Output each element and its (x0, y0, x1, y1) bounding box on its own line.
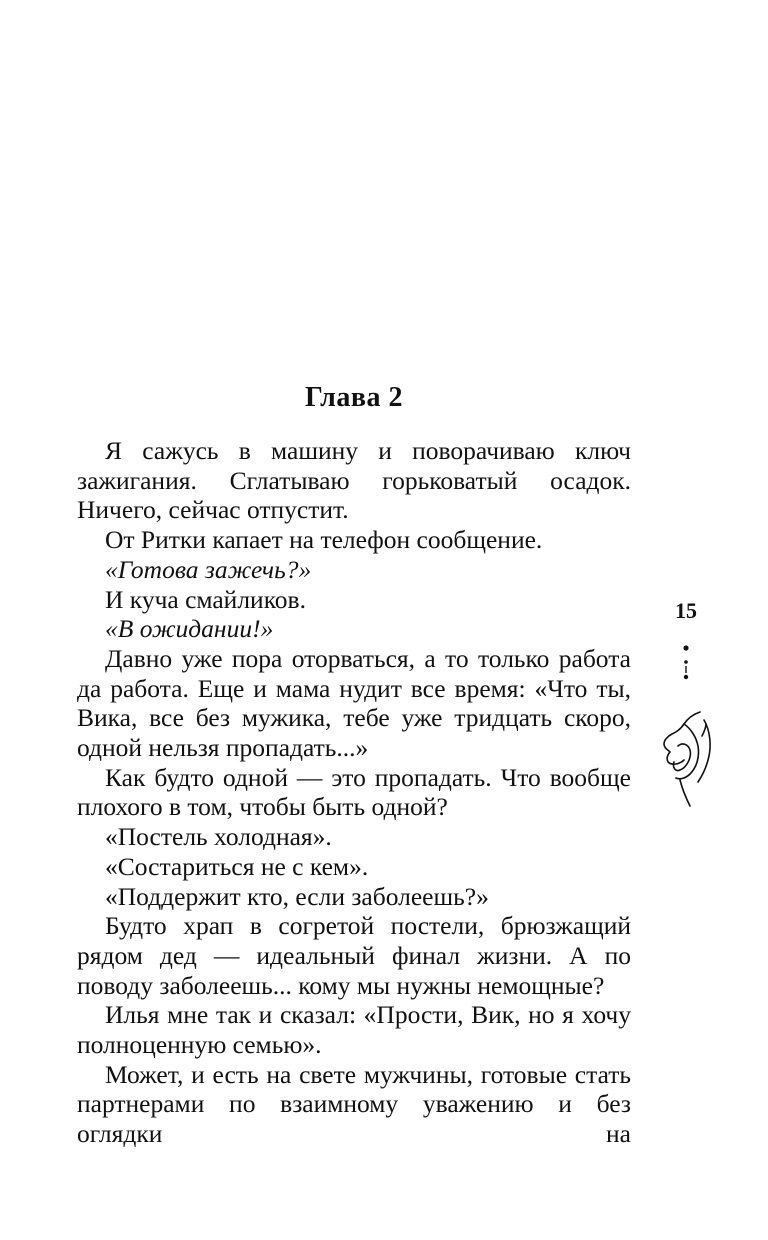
paragraph: Может, и есть на свете мужчины, готовые стать партнерами по взаимному уважению и без оглядки на (77, 1059, 631, 1149)
paragraph-message: «В ожидании!» (105, 614, 274, 644)
paragraph: Илья мне так и сказал: «Прости, Вик, но я хочу полноценную семью». (77, 1000, 631, 1060)
face-profile-logo-icon (650, 706, 714, 810)
chapter-title: Глава 2 (305, 382, 403, 413)
paragraph: «Поддержит кто, если заболеешь?» (105, 881, 489, 911)
paragraph: Будто храп в согретой постели, брюзжащий рядом дед — идеальный финал жизни. А по поводу заболеешь... кому мы нужны немощные? (77, 911, 631, 1000)
body-text (77, 436, 631, 1149)
vertical-dots-ornament-icon (676, 644, 696, 684)
paragraph: Я сажусь в машину и поворачиваю ключ зажигания. Сглатываю горьковатый осадок. Ничего, сейчас отпустит. (77, 436, 631, 525)
paragraph-message: «Готова зажечь?» (105, 554, 312, 584)
paragraph: «Постель холодная». (105, 822, 332, 852)
paragraph: Как будто одной — это пропадать. Что вообще плохого в том, чтобы быть одной? (77, 762, 631, 822)
paragraph: Давно уже пора оторваться, а то только работа да работа. Еще и мама нудит все время: «Что ты, Вика, все без мужика, тебе уже тридцать скоро, одной нельзя пропадать...» (77, 643, 631, 763)
paragraph: От Ритки капает на телефон сообщение. (105, 525, 543, 555)
page-number: 15 (675, 598, 697, 623)
paragraph: «Состариться не с кем». (105, 851, 369, 881)
paragraph: И куча смайликов. (105, 584, 306, 614)
